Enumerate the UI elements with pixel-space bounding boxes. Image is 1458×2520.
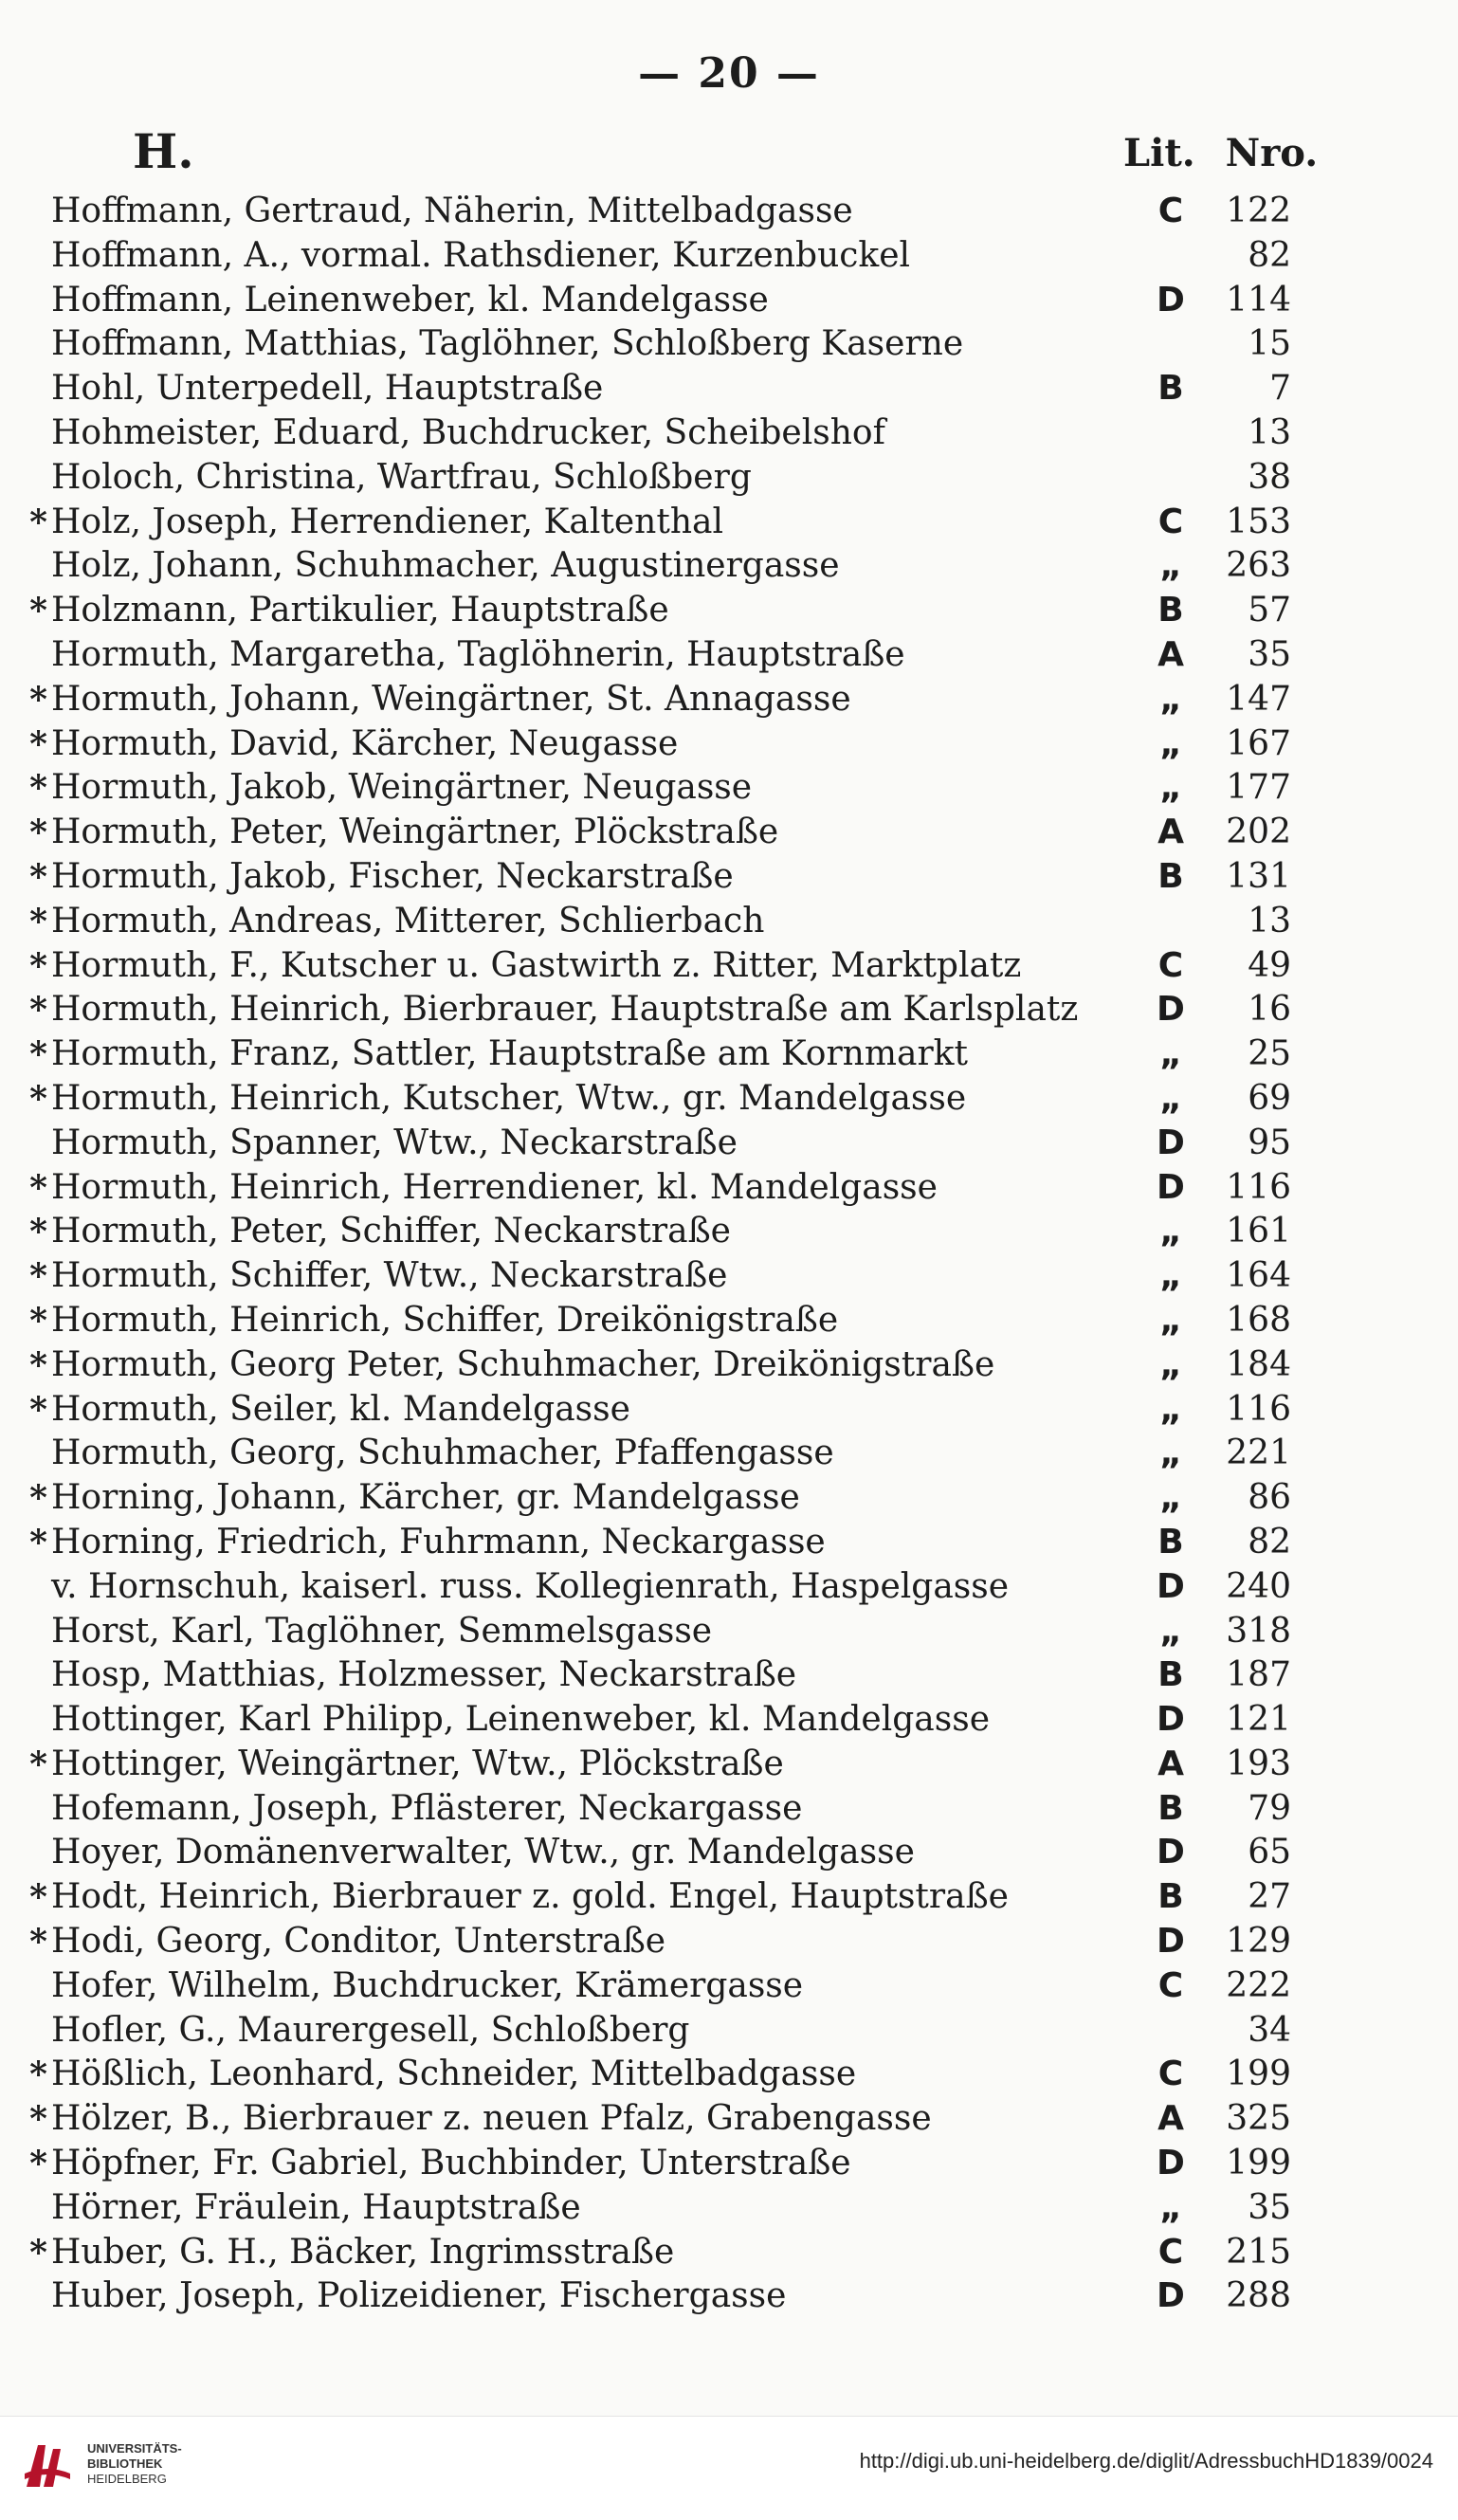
- entry-nro: 129: [1226, 1922, 1291, 1962]
- entry-mark: *: [29, 1078, 47, 1119]
- directory-entry: [0, 855, 1458, 900]
- entry-name: Holz, Johann, Schuhmacher, Augustinergasse: [51, 546, 840, 586]
- entry-lit: „: [1159, 679, 1182, 719]
- entry-nro: 13: [1248, 901, 1291, 940]
- entry-lit: D: [1157, 1922, 1185, 1962]
- entry-lit: B: [1157, 591, 1184, 630]
- directory-entry: [0, 1743, 1458, 1787]
- entry-mark: *: [29, 1922, 47, 1963]
- directory-entry: [0, 1077, 1458, 1122]
- directory-entry: [0, 322, 1458, 367]
- entry-lit: „: [1159, 1078, 1182, 1118]
- directory-entry: [0, 456, 1458, 501]
- entry-name: Hormuth, Georg, Schuhmacher, Pfaffengasse: [51, 1433, 834, 1473]
- directory-entry: [0, 944, 1458, 989]
- directory-entry: [0, 2186, 1458, 2231]
- entry-mark: *: [29, 1344, 47, 1385]
- entry-nro: 164: [1226, 1256, 1291, 1296]
- directory-entry: [0, 988, 1458, 1032]
- entry-mark: *: [29, 679, 47, 720]
- directory-entry: [0, 1210, 1458, 1254]
- entry-nro: 95: [1248, 1123, 1291, 1162]
- entry-lit: D: [1157, 1833, 1185, 1872]
- directory-entry: [0, 1476, 1458, 1521]
- entry-lit: C: [1157, 945, 1184, 985]
- entry-name: Horning, Johann, Kärcher, gr. Mandelgasse: [51, 1478, 800, 1518]
- university-seal-icon: [17, 2436, 78, 2496]
- entry-lit: D: [1157, 990, 1185, 1030]
- entry-nro: 202: [1226, 813, 1291, 852]
- entry-name: Horning, Friedrich, Fuhrmann, Neckargasse: [51, 1522, 826, 1561]
- entry-name: Hodi, Georg, Conditor, Unterstraße: [51, 1922, 666, 1962]
- entry-nro: 35: [1248, 2187, 1291, 2227]
- entry-name: Hoffmann, Matthias, Taglöhner, Schloßberg Kaserne: [51, 324, 964, 364]
- column-headers: [1123, 131, 1335, 175]
- entry-name: Hottinger, Weingärtner, Wtw., Plöckstraße: [51, 1744, 784, 1783]
- entry-lit: „: [1159, 1478, 1182, 1518]
- entry-lit: „: [1159, 1611, 1182, 1651]
- entry-lit: C: [1157, 2232, 1184, 2272]
- directory-entry: [0, 411, 1458, 456]
- entry-name: Hofemann, Joseph, Pflästerer, Neckargasse: [51, 1788, 803, 1828]
- lit-column-header: Lit.: [1123, 131, 1195, 175]
- entry-nro: 131: [1226, 856, 1291, 896]
- entry-nro: 82: [1248, 235, 1291, 275]
- entry-mark: *: [29, 502, 47, 542]
- directory-entry: [0, 1432, 1458, 1476]
- directory-entry: [0, 2053, 1458, 2097]
- entry-name: Hodt, Heinrich, Bierbrauer z. gold. Engel, Hauptstraße: [51, 1877, 1009, 1917]
- entry-mark: *: [29, 2054, 47, 2095]
- entry-name: Hormuth, Margaretha, Taglöhnerin, Hauptstraße: [51, 634, 905, 674]
- entry-name: Hormuth, Jakob, Weingärtner, Neugasse: [51, 768, 753, 808]
- entry-lit: D: [1157, 1700, 1185, 1740]
- entry-lit: C: [1157, 1965, 1184, 2005]
- entry-mark: *: [29, 1256, 47, 1297]
- directory-entry: [0, 1875, 1458, 1920]
- entry-name: Holzmann, Partikulier, Hauptstraße: [51, 591, 669, 630]
- entry-mark: *: [29, 856, 47, 897]
- entry-lit: D: [1157, 2144, 1185, 2183]
- entry-name: Hormuth, Jakob, Fischer, Neckarstraße: [51, 856, 734, 896]
- entry-name: Hormuth, Heinrich, Kutscher, Wtw., gr. Mandelgasse: [51, 1078, 967, 1118]
- entry-mark: *: [29, 1522, 47, 1562]
- section-letter: H.: [133, 123, 194, 179]
- entry-lit: „: [1159, 1034, 1182, 1074]
- entry-name: Hörner, Fräulein, Hauptstraße: [51, 2187, 581, 2227]
- entry-name: Hormuth, F., Kutscher u. Gastwirth z. Ritter, Marktplatz: [51, 945, 1022, 985]
- entry-nro: 116: [1226, 1389, 1291, 1429]
- entry-name: Hößlich, Leonhard, Schneider, Mittelbadgasse: [51, 2054, 857, 2094]
- directory-entry: [0, 589, 1458, 633]
- entry-nro: 240: [1226, 1566, 1291, 1606]
- entry-nro: 199: [1226, 2144, 1291, 2183]
- directory-list: [0, 190, 1458, 2319]
- entry-nro: 121: [1226, 1700, 1291, 1740]
- entry-mark: *: [29, 2099, 47, 2140]
- entry-lit: B: [1157, 369, 1184, 409]
- directory-entry: [0, 1122, 1458, 1166]
- entry-lit: B: [1157, 1877, 1184, 1917]
- entry-lit: „: [1159, 1344, 1182, 1384]
- entry-nro: 184: [1226, 1344, 1291, 1384]
- entry-lit: D: [1157, 1123, 1185, 1162]
- directory-entry: [0, 766, 1458, 811]
- directory-entry: [0, 1343, 1458, 1388]
- entry-name: Hoffmann, Leinenweber, kl. Mandelgasse: [51, 280, 769, 320]
- directory-entry: [0, 190, 1458, 234]
- entry-nro: 65: [1248, 1833, 1291, 1872]
- entry-name: Hölzer, B., Bierbrauer z. neuen Pfalz, Grabengasse: [51, 2099, 932, 2139]
- entry-lit: „: [1159, 723, 1182, 763]
- entry-mark: *: [29, 591, 47, 631]
- entry-name: Hormuth, Georg Peter, Schuhmacher, Dreikönigstraße: [51, 1344, 995, 1384]
- entry-nro: 79: [1248, 1788, 1291, 1828]
- entry-name: Huber, G. H., Bäcker, Ingrimsstraße: [51, 2232, 675, 2272]
- directory-entry: [0, 1920, 1458, 1964]
- entry-name: Horst, Karl, Taglöhner, Semmelsgasse: [51, 1611, 713, 1651]
- entry-name: Hohl, Unterpedell, Hauptstraße: [51, 369, 604, 409]
- page-number: — 20 —: [638, 49, 820, 98]
- entry-lit: C: [1157, 502, 1184, 541]
- entry-nro: 153: [1226, 502, 1291, 541]
- directory-entry: [0, 1698, 1458, 1743]
- entry-mark: *: [29, 2144, 47, 2184]
- entry-nro: 82: [1248, 1522, 1291, 1561]
- directory-entry: [0, 1032, 1458, 1077]
- entry-nro: 16: [1248, 990, 1291, 1030]
- entry-lit: B: [1157, 1788, 1184, 1828]
- library-logo-text: UNIVERSITÄTS- BIBLIOTHEK HEIDELBERG: [87, 2441, 182, 2486]
- directory-entry: [0, 234, 1458, 279]
- entry-mark: *: [29, 1300, 47, 1341]
- entry-lit: B: [1157, 1655, 1184, 1695]
- entry-name: Hofler, G., Maurergesell, Schloßberg: [51, 2010, 690, 2050]
- entry-lit: D: [1157, 280, 1185, 320]
- entry-lit: „: [1159, 768, 1182, 808]
- directory-entry: [0, 367, 1458, 411]
- entry-nro: 161: [1226, 1212, 1291, 1251]
- entry-nro: 69: [1248, 1078, 1291, 1118]
- entry-mark: *: [29, 1212, 47, 1252]
- directory-entry: [0, 633, 1458, 678]
- entry-lit: D: [1157, 1167, 1185, 1207]
- entry-mark: *: [29, 1034, 47, 1075]
- entry-mark: *: [29, 1877, 47, 1918]
- entry-mark: *: [29, 813, 47, 853]
- entry-nro: 168: [1226, 1300, 1291, 1340]
- directory-entry: [0, 501, 1458, 545]
- entry-name: Huber, Joseph, Polizeidiener, Fischergasse: [51, 2276, 787, 2316]
- entry-lit: „: [1159, 546, 1182, 586]
- entry-name: Hormuth, Peter, Schiffer, Neckarstraße: [51, 1212, 731, 1251]
- entry-name: Höpfner, Fr. Gabriel, Buchbinder, Unterstraße: [51, 2144, 851, 2183]
- entry-nro: 38: [1248, 457, 1291, 497]
- directory-entry: [0, 2231, 1458, 2275]
- entry-mark: *: [29, 1744, 47, 1784]
- entry-name: Hoyer, Domänenverwalter, Wtw., gr. Mandelgasse: [51, 1833, 915, 1872]
- entry-lit: A: [1157, 1744, 1184, 1783]
- entry-nro: 199: [1226, 2054, 1291, 2094]
- entry-mark: *: [29, 945, 47, 986]
- entry-name: Holoch, Christina, Wartfrau, Schloßberg: [51, 457, 752, 497]
- entry-mark: *: [29, 1478, 47, 1519]
- entry-name: Hormuth, Peter, Weingärtner, Plöckstraße: [51, 813, 779, 852]
- entry-name: Hormuth, Schiffer, Wtw., Neckarstraße: [51, 1256, 728, 1296]
- directory-entry: [0, 722, 1458, 767]
- entry-lit: D: [1157, 1566, 1185, 1606]
- entry-name: Hormuth, Spanner, Wtw., Neckarstraße: [51, 1123, 738, 1162]
- directory-entry: [0, 1299, 1458, 1343]
- entry-nro: 193: [1226, 1744, 1291, 1783]
- directory-entry: [0, 1610, 1458, 1654]
- entry-mark: *: [29, 2232, 47, 2273]
- entry-lit: D: [1157, 2276, 1185, 2316]
- entry-lit: „: [1159, 1300, 1182, 1340]
- directory-entry: [0, 2274, 1458, 2319]
- entry-nro: 7: [1269, 369, 1291, 409]
- entry-lit: A: [1157, 813, 1184, 852]
- entry-nro: 215: [1226, 2232, 1291, 2272]
- directory-entry: [0, 1166, 1458, 1211]
- entry-nro: 177: [1226, 768, 1291, 808]
- entry-name: Hofer, Wilhelm, Buchdrucker, Krämergasse: [51, 1965, 804, 2005]
- entry-name: v. Hornschuh, kaiserl. russ. Kollegienrath, Haspelgasse: [51, 1566, 1010, 1606]
- directory-entry: [0, 2097, 1458, 2142]
- entry-mark: *: [29, 768, 47, 809]
- entry-name: Hormuth, Heinrich, Herrendiener, kl. Mandelgasse: [51, 1167, 938, 1207]
- entry-lit: A: [1157, 634, 1184, 674]
- entry-nro: 27: [1248, 1877, 1291, 1917]
- entry-name: Hoffmann, A., vormal. Rathsdiener, Kurzenbuckel: [51, 235, 911, 275]
- directory-entry: [0, 279, 1458, 323]
- entry-mark: *: [29, 1167, 47, 1208]
- entry-mark: *: [29, 901, 47, 941]
- entry-lit: „: [1159, 1389, 1182, 1429]
- entry-nro: 86: [1248, 1478, 1291, 1518]
- directory-entry: [0, 1964, 1458, 2009]
- entry-nro: 288: [1226, 2276, 1291, 2316]
- entry-nro: 325: [1226, 2099, 1291, 2139]
- directory-entry: [0, 544, 1458, 589]
- entry-name: Hormuth, Johann, Weingärtner, St. Annagasse: [51, 679, 851, 719]
- entry-nro: 187: [1226, 1655, 1291, 1695]
- directory-entry: [0, 1653, 1458, 1698]
- directory-entry: [0, 2009, 1458, 2054]
- entry-nro: 263: [1226, 546, 1291, 586]
- entry-nro: 114: [1226, 280, 1291, 320]
- entry-mark: *: [29, 1389, 47, 1430]
- directory-entry: [0, 1787, 1458, 1832]
- entry-nro: 35: [1248, 634, 1291, 674]
- entry-mark: *: [29, 723, 47, 764]
- entry-lit: B: [1157, 1522, 1184, 1561]
- entry-name: Hottinger, Karl Philipp, Leinenweber, kl. Mandelgasse: [51, 1700, 990, 1740]
- entry-lit: „: [1159, 1433, 1182, 1473]
- entry-name: Hormuth, Andreas, Mitterer, Schlierbach: [51, 901, 765, 940]
- entry-mark: *: [29, 990, 47, 1031]
- directory-entry: [0, 678, 1458, 722]
- entry-nro: 25: [1248, 1034, 1291, 1074]
- entry-nro: 167: [1226, 723, 1291, 763]
- nro-column-header: Nro.: [1225, 131, 1319, 175]
- directory-entry: [0, 1565, 1458, 1610]
- directory-entry: [0, 1254, 1458, 1299]
- entry-name: Hormuth, Franz, Sattler, Hauptstraße am Kornmarkt: [51, 1034, 968, 1074]
- directory-entry: [0, 811, 1458, 855]
- directory-entry: [0, 1831, 1458, 1875]
- footer-bar: [0, 2416, 1458, 2520]
- entry-nro: 318: [1226, 1611, 1291, 1651]
- entry-nro: 222: [1226, 1965, 1291, 2005]
- directory-entry: [0, 2142, 1458, 2186]
- entry-lit: A: [1157, 2099, 1184, 2139]
- entry-lit: „: [1159, 2187, 1182, 2227]
- entry-name: Hormuth, Heinrich, Bierbrauer, Hauptstraße am Karlsplatz: [51, 990, 1079, 1030]
- entry-lit: B: [1157, 856, 1184, 896]
- source-url-link[interactable]: http://digi.ub.uni-heidelberg.de/diglit/AdressbuchHD1839/0024: [859, 2449, 1433, 2473]
- directory-entry: [0, 1521, 1458, 1565]
- entry-name: Hoffmann, Gertraud, Näherin, Mittelbadgasse: [51, 192, 853, 230]
- entry-name: Holz, Joseph, Herrendiener, Kaltenthal: [51, 502, 723, 541]
- entry-lit: C: [1157, 2054, 1184, 2094]
- entry-nro: 116: [1226, 1167, 1291, 1207]
- entry-lit: C: [1157, 192, 1184, 230]
- entry-nro: 15: [1248, 324, 1291, 364]
- entry-name: Hormuth, Heinrich, Schiffer, Dreikönigstraße: [51, 1300, 839, 1340]
- directory-entry: [0, 900, 1458, 944]
- entry-nro: 147: [1226, 679, 1291, 719]
- entry-nro: 13: [1248, 412, 1291, 452]
- entry-name: Hohmeister, Eduard, Buchdrucker, Scheibelshof: [51, 412, 885, 452]
- entry-name: Hormuth, Seiler, kl. Mandelgasse: [51, 1389, 630, 1429]
- entry-nro: 57: [1248, 591, 1291, 630]
- entry-nro: 34: [1248, 2010, 1291, 2050]
- entry-nro: 221: [1226, 1433, 1291, 1473]
- entry-name: Hormuth, David, Kärcher, Neugasse: [51, 723, 679, 763]
- entry-name: Hosp, Matthias, Holzmesser, Neckarstraße: [51, 1655, 797, 1695]
- entry-nro: 122: [1226, 192, 1291, 230]
- entry-lit: „: [1159, 1212, 1182, 1251]
- entry-lit: „: [1159, 1256, 1182, 1296]
- entry-nro: 49: [1248, 945, 1291, 985]
- directory-entry: [0, 1388, 1458, 1433]
